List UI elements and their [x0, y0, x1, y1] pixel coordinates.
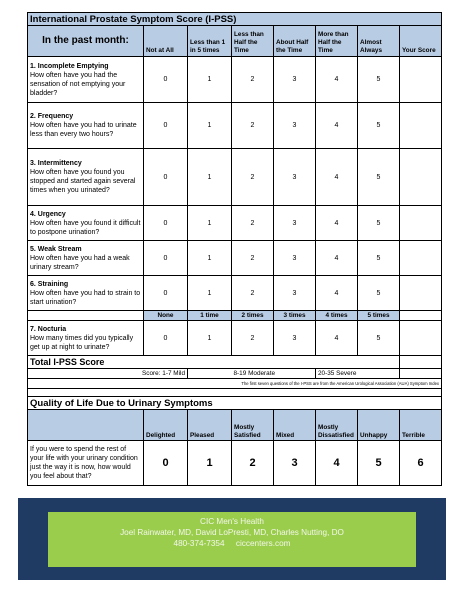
- score-option[interactable]: 5: [358, 103, 400, 149]
- footer-contact-box: [48, 512, 416, 567]
- qol-score-option[interactable]: 2: [232, 441, 274, 486]
- qol-score-option[interactable]: 6: [400, 441, 442, 486]
- score-range-moderate: 8-19 Moderate: [232, 369, 316, 379]
- question-row: [28, 57, 442, 103]
- form-title: International Prostate Symptom Score (I-PSS): [28, 13, 442, 26]
- question-text: How often have you had to strain to start urination?: [30, 289, 141, 306]
- col-header-not-at-all: Not at All: [144, 26, 188, 57]
- score-option[interactable]: 2: [232, 241, 274, 276]
- qol-score-option[interactable]: 5: [358, 441, 400, 486]
- qol-col-mostly-dissatisfied: Mostly Dissatisfied: [316, 410, 358, 441]
- times-label: 4 times: [316, 311, 358, 321]
- times-label: 5 times: [358, 311, 400, 321]
- question-heading: 1. Incomplete Emptying: [30, 62, 109, 70]
- score-range-mild: 1-7 Mild: [162, 370, 185, 377]
- score-option[interactable]: 5: [358, 57, 400, 103]
- question-row: [28, 321, 442, 356]
- score-option[interactable]: 0: [144, 241, 188, 276]
- score-option[interactable]: 1: [188, 276, 232, 311]
- question-text: How often have you found it difficult to postpone urination?: [30, 219, 141, 236]
- score-option[interactable]: 0: [144, 276, 188, 311]
- times-label: 1 time: [188, 311, 232, 321]
- score-option[interactable]: 1: [188, 57, 232, 103]
- score-option[interactable]: 4: [316, 241, 358, 276]
- score-option[interactable]: 4: [316, 321, 358, 356]
- note-row: [28, 379, 442, 389]
- ipss-form: [27, 12, 441, 486]
- col-header-less-than-half: Less than Half the Time: [232, 26, 274, 57]
- qol-score-option[interactable]: 1: [188, 441, 232, 486]
- times-label: None: [144, 311, 188, 321]
- score-option[interactable]: 4: [316, 149, 358, 206]
- score-label: Score:: [142, 370, 161, 377]
- question-row: [28, 149, 442, 206]
- times-label: 3 times: [274, 311, 316, 321]
- your-score-cell[interactable]: [400, 241, 442, 276]
- qol-score-option[interactable]: 3: [274, 441, 316, 486]
- contact-info[interactable]: 480-374-7354 ciccenters.com: [173, 539, 291, 548]
- question-heading: 5. Weak Stream: [30, 245, 82, 253]
- qol-question-text: If you were to spend the rest of your life with your urinary condition just the way it is now, how would you feel about that?: [28, 441, 144, 486]
- score-option[interactable]: 5: [358, 241, 400, 276]
- score-option[interactable]: 0: [144, 206, 188, 241]
- score-option[interactable]: 1: [188, 103, 232, 149]
- question-text: How often have you had a weak urinary stream?: [30, 254, 130, 271]
- your-score-cell[interactable]: [400, 149, 442, 206]
- month-header: In the past month:: [28, 26, 144, 57]
- your-score-cell[interactable]: [400, 206, 442, 241]
- score-option[interactable]: 2: [232, 321, 274, 356]
- question-heading: 7. Nocturia: [30, 325, 67, 333]
- times-header-row: [28, 311, 442, 321]
- aua-note: The first seven questions of the I-PSS are from the American Urological Association (AUA) Symptom Index: [28, 379, 442, 389]
- score-option[interactable]: 0: [144, 57, 188, 103]
- footer-banner: [18, 498, 446, 580]
- score-option[interactable]: 3: [274, 241, 316, 276]
- question-heading: 2. Frequency: [30, 113, 74, 120]
- qol-score-option[interactable]: 4: [316, 441, 358, 486]
- question-row: [28, 276, 442, 311]
- question-text: How many times did you typically get up at night to urinate?: [30, 334, 134, 351]
- score-option[interactable]: 2: [232, 57, 274, 103]
- your-score-cell[interactable]: [400, 103, 442, 149]
- qol-header-row: [28, 410, 442, 441]
- col-header-your-score: Your Score: [400, 26, 442, 57]
- col-header-about-half: About Half the Time: [274, 26, 316, 57]
- qol-col-terrible: Terrible: [400, 410, 442, 441]
- qol-col-pleased: Pleased: [188, 410, 232, 441]
- qol-col-delighted: Delighted: [144, 410, 188, 441]
- physicians-list: Joel Rainwater, MD, David LoPresti, MD, Charles Nutting, DO: [120, 528, 344, 537]
- col-header-less-than-1-in-5: Less than 1 in 5 times: [188, 26, 232, 57]
- score-option[interactable]: 0: [144, 321, 188, 356]
- score-option[interactable]: 2: [232, 103, 274, 149]
- total-row: [28, 356, 442, 369]
- score-option[interactable]: 1: [188, 321, 232, 356]
- score-option[interactable]: 3: [274, 276, 316, 311]
- qol-question-row: [28, 441, 442, 486]
- question-text: How often have you had to urinate less than every two hours?: [30, 122, 137, 138]
- score-option[interactable]: 3: [274, 206, 316, 241]
- qol-title: Quality of Life Due to Urinary Symptoms: [28, 397, 442, 410]
- question-row: [28, 241, 442, 276]
- question-heading: 6. Straining: [30, 280, 69, 288]
- qol-score-option[interactable]: 0: [144, 441, 188, 486]
- score-option[interactable]: 2: [232, 276, 274, 311]
- score-option[interactable]: 2: [232, 206, 274, 241]
- score-option[interactable]: 4: [316, 206, 358, 241]
- score-option[interactable]: 5: [358, 149, 400, 206]
- score-option[interactable]: 4: [316, 57, 358, 103]
- score-option[interactable]: 3: [274, 321, 316, 356]
- times-label: 2 times: [232, 311, 274, 321]
- score-option[interactable]: 5: [358, 206, 400, 241]
- question-row: [28, 103, 442, 149]
- question-text: How often have you had the sensation of not emptying your bladder?: [30, 71, 126, 97]
- question-text: How often have you found you stopped and started again several times when you urinated?: [30, 169, 136, 194]
- your-score-cell[interactable]: [400, 276, 442, 311]
- score-option[interactable]: 4: [316, 103, 358, 149]
- score-option[interactable]: 0: [144, 103, 188, 149]
- total-label: Total I-PSS Score: [28, 356, 400, 369]
- score-option[interactable]: 4: [316, 276, 358, 311]
- score-option[interactable]: 1: [188, 241, 232, 276]
- total-score-cell[interactable]: [400, 356, 442, 369]
- score-option[interactable]: 3: [274, 57, 316, 103]
- score-option[interactable]: 5: [358, 321, 400, 356]
- your-score-cell[interactable]: [400, 57, 442, 103]
- col-header-almost-always: Almost Always: [358, 26, 400, 57]
- question-heading: 4. Urgency: [30, 210, 66, 218]
- score-option[interactable]: 1: [188, 206, 232, 241]
- score-option[interactable]: 0: [144, 149, 188, 206]
- col-header-more-than-half: More than Half the Time: [316, 26, 358, 57]
- question-row: [28, 206, 442, 241]
- score-option[interactable]: 3: [274, 103, 316, 149]
- qol-col-unhappy: Unhappy: [358, 410, 400, 441]
- score-ranges-row: [28, 369, 442, 379]
- qol-col-mixed: Mixed: [274, 410, 316, 441]
- clinic-name: CIC Men's Health: [200, 517, 264, 526]
- score-option[interactable]: 2: [232, 149, 274, 206]
- score-range-severe: 20-35 Severe: [316, 369, 400, 379]
- ipss-table: [27, 12, 442, 486]
- qol-col-mostly-satisfied: Mostly Satisfied: [232, 410, 274, 441]
- your-score-cell[interactable]: [400, 321, 442, 356]
- score-option[interactable]: 3: [274, 149, 316, 206]
- question-heading: 3. Intermittency: [30, 160, 82, 167]
- score-option[interactable]: 5: [358, 276, 400, 311]
- score-option[interactable]: 1: [188, 149, 232, 206]
